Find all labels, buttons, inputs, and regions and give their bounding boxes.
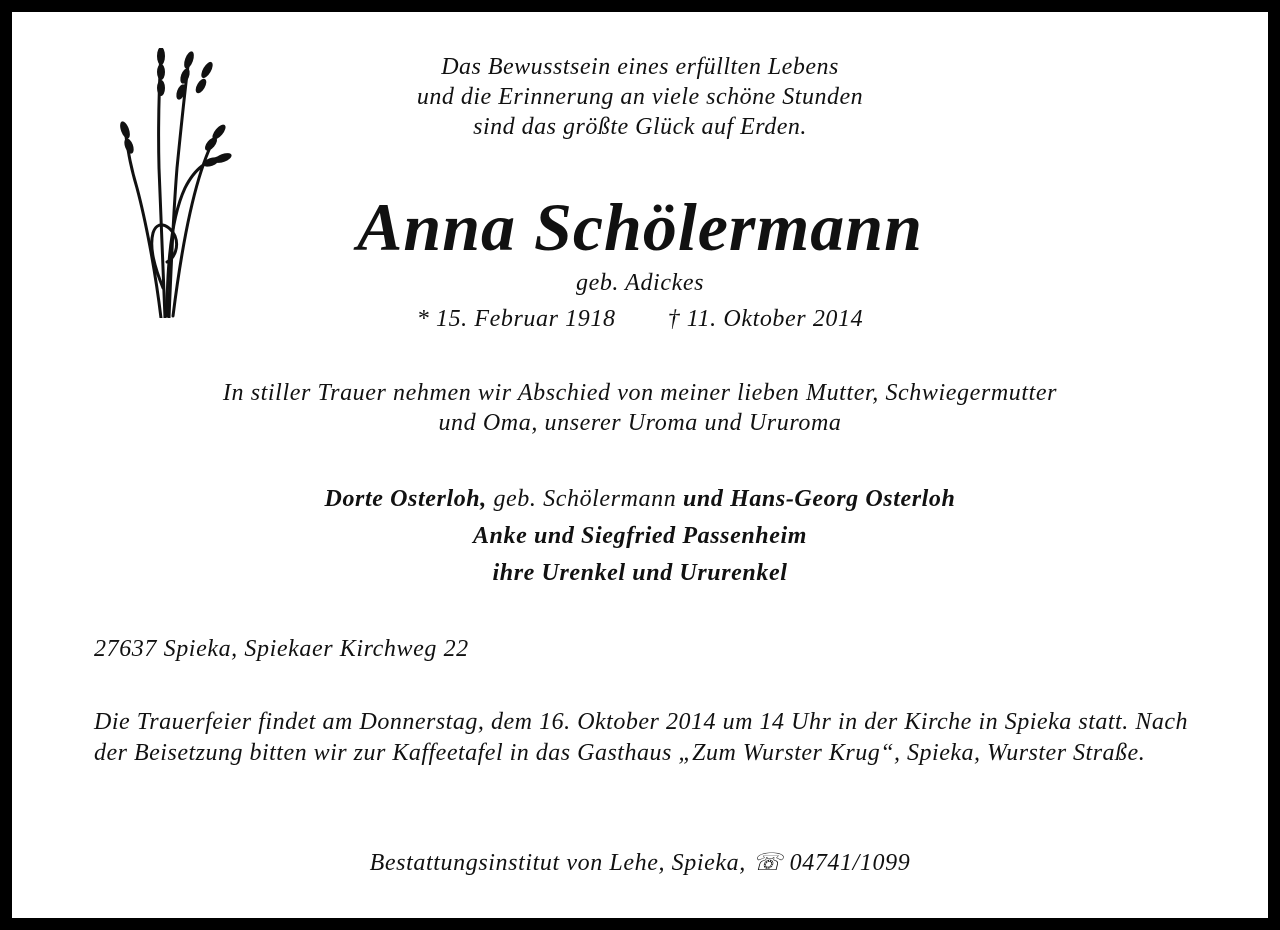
farewell-line-1: In stiller Trauer nehmen wir Abschied von meiner lieben Mutter, Schwiegermutter	[222, 380, 1058, 406]
quote-line-1: Das Bewusstsein eines erfüllten Lebens	[441, 54, 839, 80]
undertaker: Bestattungsinstitut von Lehe, Spieka, ☏ 04741/1099	[369, 850, 911, 876]
service-details: Die Trauerfeier findet am Donnerstag, dem 16. Oktober 2014 um 14 Uhr in der Kirche in Spieka statt. Nach der Beisetzung bitten wir zur Kaffeetafel in das Gasthaus „Zum Wurster Krug“, Spieka, Wurster Straße.	[94, 709, 1188, 766]
birth-name: geb. Adickes	[575, 270, 705, 296]
life-dates	[12, 306, 1268, 333]
death-date: † 11. Oktober 2014	[667, 306, 864, 332]
mourner-maiden-name: geb. Schölermann	[486, 486, 683, 512]
quote-line-2: und die Erinnerung an viele schöne Stunden	[416, 84, 864, 110]
farewell-line-2: und Oma, unserer Uroma und Ururoma	[438, 410, 842, 436]
mourners-line-2: Anke und Siegfried Passenheim	[472, 523, 808, 549]
mourner-name-1: Dorte Osterloh,	[324, 486, 487, 512]
quote-line-3: sind das größte Glück auf Erden.	[473, 114, 807, 140]
birth-date: * 15. Februar 1918	[416, 306, 616, 332]
mourners-line-3: ihre Urenkel und Ururenkel	[492, 560, 788, 586]
mourners-line-1	[12, 486, 1268, 513]
mourner-name-2: und Hans-Georg Osterloh	[682, 486, 956, 512]
deceased-name: Anna Schölermann	[357, 189, 923, 265]
address: 27637 Spieka, Spiekaer Kirchweg 22	[94, 636, 469, 662]
obituary-notice	[12, 12, 1268, 918]
